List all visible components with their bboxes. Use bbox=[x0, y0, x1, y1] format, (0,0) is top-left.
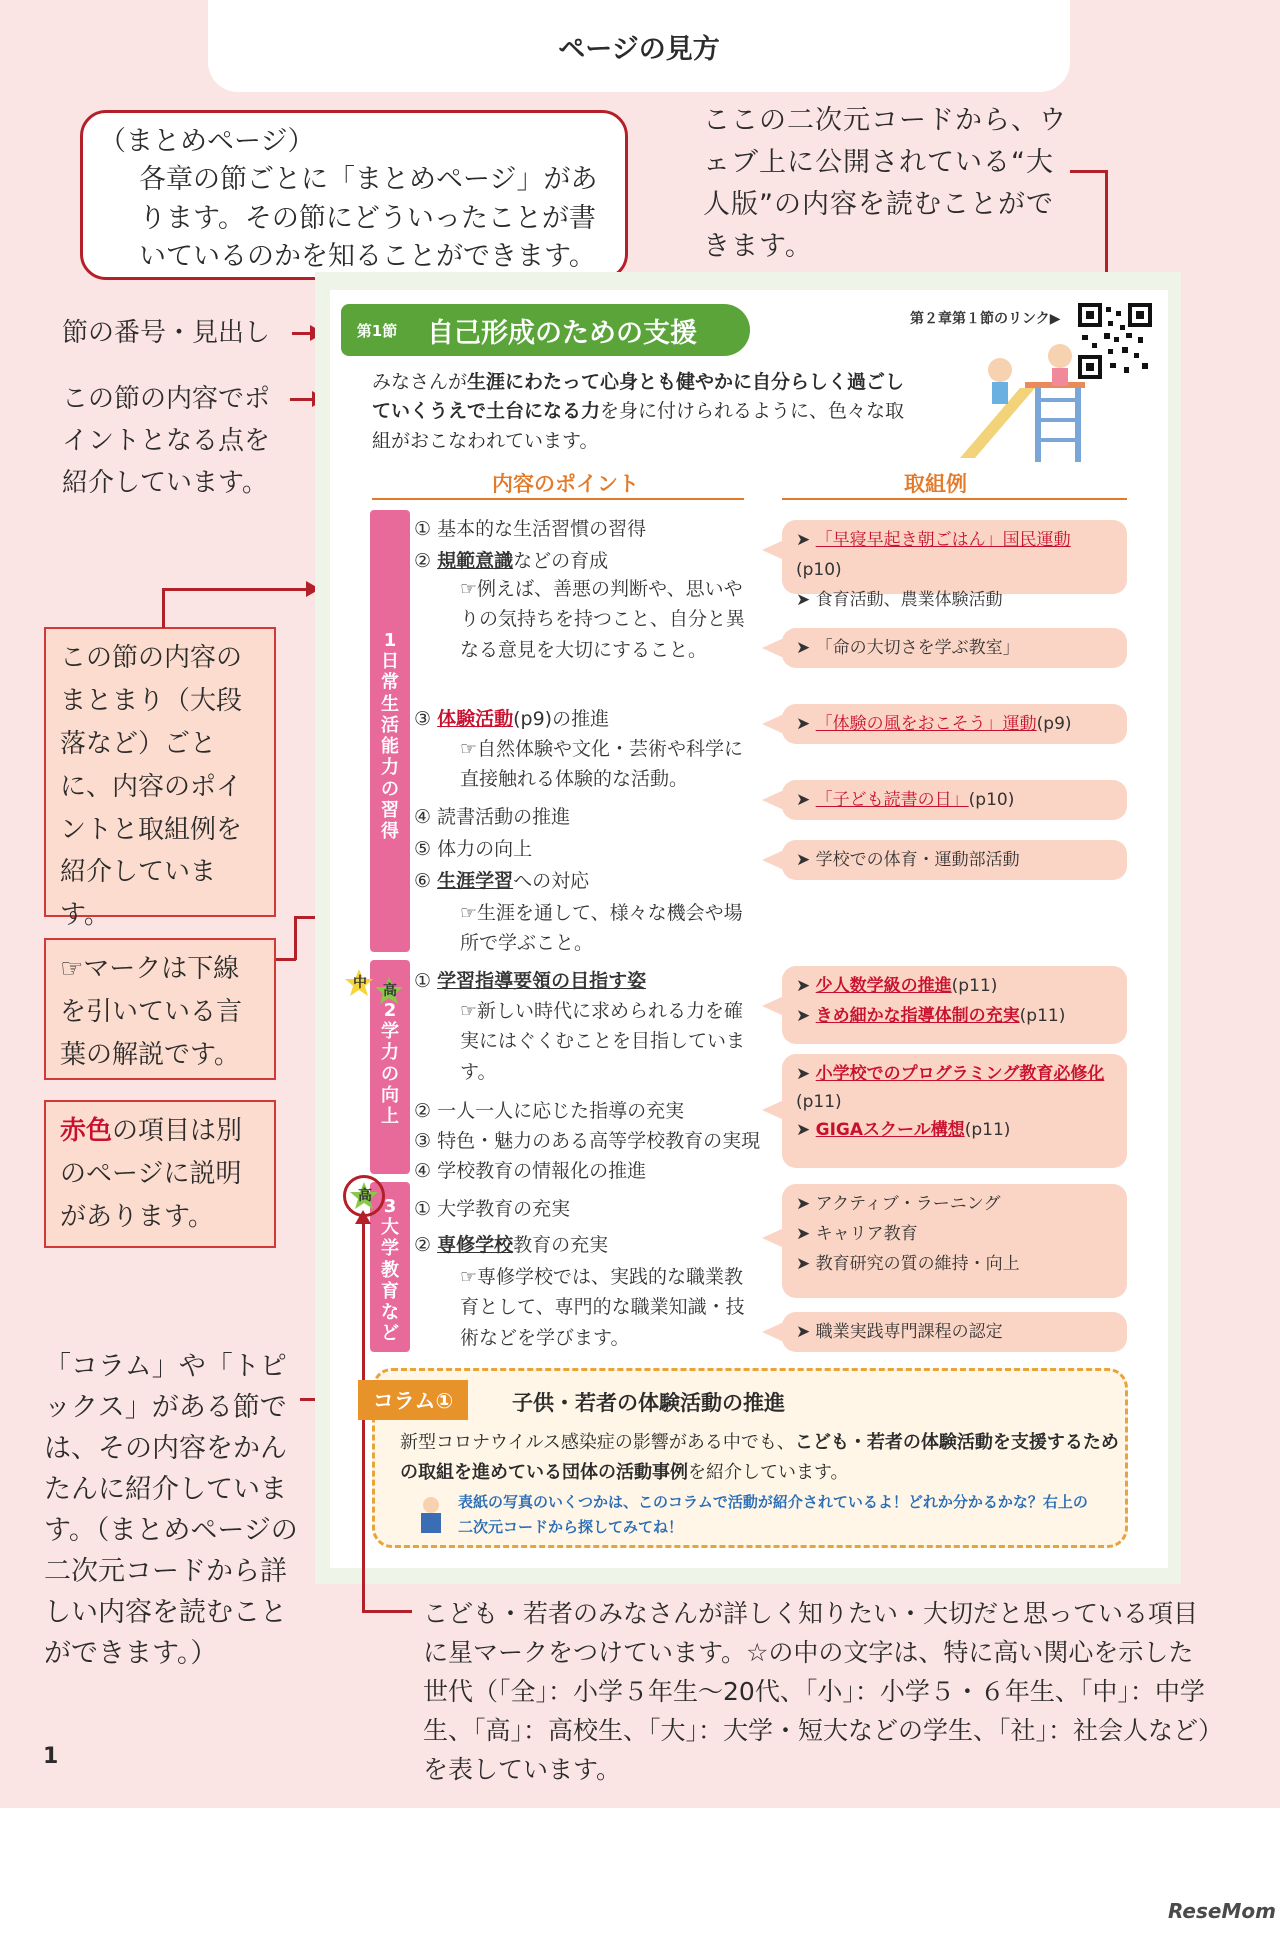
point-explanation: ☞例えば、善悪の判断や、思いやりの気持ちを持つこと、自分と異なる意見を大切にすること。 bbox=[460, 578, 746, 661]
point-num: ② bbox=[414, 1234, 438, 1256]
grouping-note-box: この節の内容のまとまり（大段落など）ごとに、内容のポイントと取組例を紹介しています。 bbox=[44, 627, 276, 917]
example-line: ➤ アクティブ・ラーニング bbox=[796, 1194, 1001, 1214]
example-line: ➤ 「命の大切さを学ぶ教室」 bbox=[796, 638, 1020, 658]
points-label: この節の内容でポイントとなる点を紹介しています。 bbox=[62, 384, 271, 499]
example-box bbox=[782, 704, 1127, 744]
example-pointer bbox=[762, 1100, 784, 1120]
point-item bbox=[414, 966, 646, 993]
example-line: ➤ 職業実践専門課程の認定 bbox=[796, 1322, 1003, 1342]
example-line: ➤ 小学校でのプログラミング教育必修化(p11) bbox=[796, 1064, 1105, 1113]
example-red: きめ細かな指導体制の充実 bbox=[815, 1005, 1020, 1026]
example-box bbox=[782, 520, 1127, 610]
point-term: 学習指導要領の目指す姿 bbox=[437, 970, 647, 992]
example-red: 「子ども読書の日」 bbox=[815, 790, 969, 810]
points-column-rule bbox=[372, 498, 744, 500]
example-box bbox=[782, 1054, 1127, 1168]
point-item: ④ 読書活動の推進 bbox=[414, 806, 571, 828]
example-page: (p9) bbox=[1036, 714, 1072, 734]
red-term: 赤色 bbox=[60, 1116, 113, 1146]
page-number: 1 bbox=[43, 1744, 59, 1769]
example-line: ➤ 「子ども読書の日」(p10) bbox=[796, 790, 1015, 810]
example-line: ➤ 学校での体育・運動部活動 bbox=[796, 850, 1020, 870]
example-line: ➤ キャリア教育 bbox=[796, 1223, 918, 1244]
example-box bbox=[782, 1312, 1127, 1352]
point-item: ① 基本的な生活習慣の習得 bbox=[414, 518, 647, 540]
example-line: ➤ きめ細かな指導体制の充実(p11) bbox=[796, 1005, 1066, 1026]
point-term: 体験活動 bbox=[437, 708, 514, 730]
intro-pre: みなさんが bbox=[372, 371, 468, 393]
section-number-label: 節の番号・見出し bbox=[62, 318, 271, 348]
point-item bbox=[414, 546, 608, 573]
mark-arrow-v bbox=[294, 916, 297, 960]
example-box bbox=[782, 966, 1127, 1044]
summary-page-callout bbox=[80, 110, 628, 280]
examples-column-rule bbox=[782, 498, 1127, 500]
red-term-note-box bbox=[44, 1100, 276, 1248]
column-note: 表紙の写真のいくつかは、このコラムで活動が紹介されているよ！どれか分かるかな？右上の二次元コードから探してみてね！ bbox=[458, 1493, 1088, 1536]
example-pointer bbox=[762, 850, 784, 870]
mark-note-box: ☞マークは下線を引いている言葉の解説です。 bbox=[44, 938, 276, 1080]
section-intro bbox=[372, 368, 912, 456]
point-explanation: ☞生涯を通して、様々な機会や場所で学ぶこと。 bbox=[460, 902, 743, 955]
example-pointer bbox=[762, 790, 784, 810]
point-explanation: ☞自然体験や文化・芸術や科学に直接触れる体験的な活動。 bbox=[460, 738, 744, 791]
example-page: (p11) bbox=[796, 1092, 842, 1113]
section-tag: 第1節 bbox=[341, 304, 413, 356]
point-term: 規範意識 bbox=[437, 550, 514, 572]
example-red: 「体験の風をおこそう」運動 bbox=[815, 714, 1037, 734]
point-rest: (p9)の推進 bbox=[513, 708, 610, 730]
point-item bbox=[414, 866, 589, 893]
watermark-logo: ReseMom bbox=[1168, 1899, 1276, 1923]
star-label-middle: 中 bbox=[353, 975, 367, 991]
intro-bold: 生涯にわたって心身とも健やかに自分らしく過ごしていくうえで土台になる力 bbox=[372, 371, 905, 423]
example-box bbox=[782, 1184, 1127, 1298]
point-explanation: ☞新しい時代に求められる力を確実にはぐくむことを目指しています。 bbox=[460, 1000, 746, 1083]
example-red: 「早寝早起き朝ごはん」国民運動 bbox=[815, 530, 1071, 550]
example-line: ➤ 少人数学級の推進(p11) bbox=[796, 976, 998, 996]
point-rest: 教育の充実 bbox=[513, 1234, 609, 1256]
grouping-arrow-v bbox=[162, 588, 165, 628]
point-item: ② 一人一人に応じた指導の充実 bbox=[414, 1100, 685, 1122]
point-rest: などの育成 bbox=[513, 550, 609, 572]
example-line: ➤ GIGAスクール構想(p11) bbox=[796, 1120, 1011, 1141]
mark-arrow-h1 bbox=[276, 958, 296, 961]
slide-illustration bbox=[900, 328, 1100, 466]
example-text: キャリア教育 bbox=[815, 1223, 918, 1244]
example-page: (p11) bbox=[964, 1120, 1011, 1141]
point-num: ⑥ bbox=[414, 870, 438, 892]
example-pointer bbox=[762, 638, 784, 658]
point-item: ④ 学校教育の情報化の推進 bbox=[414, 1160, 647, 1182]
example-box bbox=[782, 780, 1127, 820]
intro-post: を身に付けられるように、色々な取組がおこなわれています。 bbox=[372, 400, 905, 452]
example-red: 少人数学級の推進 bbox=[815, 976, 952, 996]
point-num: ② bbox=[414, 550, 438, 572]
example-page: (p10) bbox=[968, 790, 1015, 810]
star-label-high: 高 bbox=[383, 983, 397, 999]
example-box bbox=[782, 628, 1127, 668]
band-daily-life-label: 1 日常生活能力の習得 bbox=[381, 630, 399, 843]
example-text: 「命の大切さを学ぶ教室」 bbox=[815, 638, 1020, 658]
callout-heading: （まとめページ） bbox=[99, 126, 315, 157]
point-num: ① bbox=[414, 970, 438, 992]
point-item bbox=[414, 1230, 608, 1257]
teacher-icon bbox=[414, 1495, 448, 1535]
example-pointer bbox=[762, 714, 784, 734]
point-term: 専修学校 bbox=[437, 1234, 514, 1256]
star-arrow-h bbox=[362, 1610, 412, 1613]
label-arrow-line bbox=[292, 332, 312, 335]
example-page: (p10) bbox=[796, 559, 842, 580]
section-title: 自己形成のための支援 bbox=[413, 304, 750, 356]
point-item: ⑤ 体力の向上 bbox=[414, 838, 533, 860]
point-term: 生涯学習 bbox=[437, 870, 514, 892]
star-mark-explanation: こども・若者のみなさんが詳しく知りたい・大切だと思っている項目に星マークをつけています。☆の中の文字は、特に高い関心を示した世代（「全」：小学５年生～20代、「小」：小学５・６年生、「中」：中学生、「高」：高校生、「大」：大学・短大などの学生、「社」：社会人など）を表しています。 bbox=[423, 1599, 1211, 1784]
example-red: GIGAスクール構想 bbox=[815, 1120, 965, 1141]
example-line: ➤ 「体験の風をおこそう」運動(p9) bbox=[796, 714, 1072, 734]
point-item: ③ 特色・魅力のある高等学校教育の実現 bbox=[414, 1130, 761, 1152]
star-label-high: 高 bbox=[358, 1188, 372, 1204]
column-body-post: を紹介しています。 bbox=[688, 1461, 849, 1483]
example-text: 食育活動、農業体験活動 bbox=[815, 589, 1003, 610]
example-page: (p11) bbox=[1019, 1005, 1066, 1026]
example-page: (p11) bbox=[951, 976, 998, 996]
column-intro-label: 「コラム」や「トピックス」がある節では、その内容をかんたんに紹介しています。（まとめページの二次元コードから詳しい内容を読むことができます。） bbox=[44, 1351, 298, 1670]
points-arrow-line bbox=[290, 398, 314, 401]
chapter-link[interactable]: 第２章第１節のリンク▶ bbox=[910, 311, 1061, 327]
qr-code-note: ここの二次元コードから、ウェブ上に公開されている“大人版”の内容を読むことができます。 bbox=[703, 105, 1067, 262]
qr-arrow-line bbox=[1070, 170, 1108, 173]
example-line: ➤ 食育活動、農業体験活動 bbox=[796, 589, 1003, 610]
star-arrow-head bbox=[355, 1210, 371, 1224]
column-body bbox=[400, 1428, 1120, 1487]
point-num: ③ bbox=[414, 708, 438, 730]
column-body-bold: こども・若者の体験活動を支援するための取組を進めている団体の活動事例 bbox=[400, 1432, 1119, 1483]
examples-column-header: 取組例 bbox=[904, 472, 967, 496]
column-tab: コラム① bbox=[358, 1380, 468, 1420]
points-column-header: 内容のポイント bbox=[492, 472, 639, 496]
example-box bbox=[782, 840, 1127, 880]
example-red: 小学校でのプログラミング教育必修化 bbox=[815, 1064, 1105, 1084]
callout-body: 各章の節ごとに「まとめページ」があります。その節にどういったことが書いているのかを知ることができます。 bbox=[139, 164, 598, 272]
point-explanation: ☞専修学校では、実践的な職業教育として、専門的な職業知識・技術などを学びます。 bbox=[460, 1266, 745, 1349]
column-body-pre: 新型コロナウイルス感染症の影響がある中でも、 bbox=[400, 1432, 795, 1453]
example-pointer bbox=[762, 1228, 784, 1248]
example-text: 学校での体育・運動部活動 bbox=[815, 850, 1020, 870]
point-item bbox=[414, 704, 609, 731]
band-university-label: 3 大学教育など bbox=[381, 1196, 399, 1345]
band-academic-label: 2 学力の向上 bbox=[381, 1000, 399, 1128]
example-line: ➤ 教育研究の質の維持・向上 bbox=[796, 1253, 1020, 1274]
point-rest: への対応 bbox=[513, 870, 590, 892]
example-text: 教育研究の質の維持・向上 bbox=[815, 1253, 1020, 1274]
example-text: アクティブ・ラーニング bbox=[815, 1194, 1001, 1214]
example-pointer bbox=[762, 540, 784, 560]
red-term-rest: の項目は別のページに説明があります。 bbox=[60, 1116, 243, 1232]
column-title: 子供・若者の体験活動の推進 bbox=[512, 1391, 785, 1415]
example-text: 職業実践専門課程の認定 bbox=[815, 1322, 1003, 1342]
grouping-arrow-h bbox=[162, 588, 308, 591]
point-item: ① 大学教育の充実 bbox=[414, 1198, 571, 1220]
example-line: ➤ 「早寝早起き朝ごはん」国民運動(p10) bbox=[796, 530, 1071, 580]
example-pointer bbox=[762, 1322, 784, 1342]
page-title: ページの見方 bbox=[208, 0, 1070, 92]
example-pointer bbox=[762, 996, 784, 1016]
